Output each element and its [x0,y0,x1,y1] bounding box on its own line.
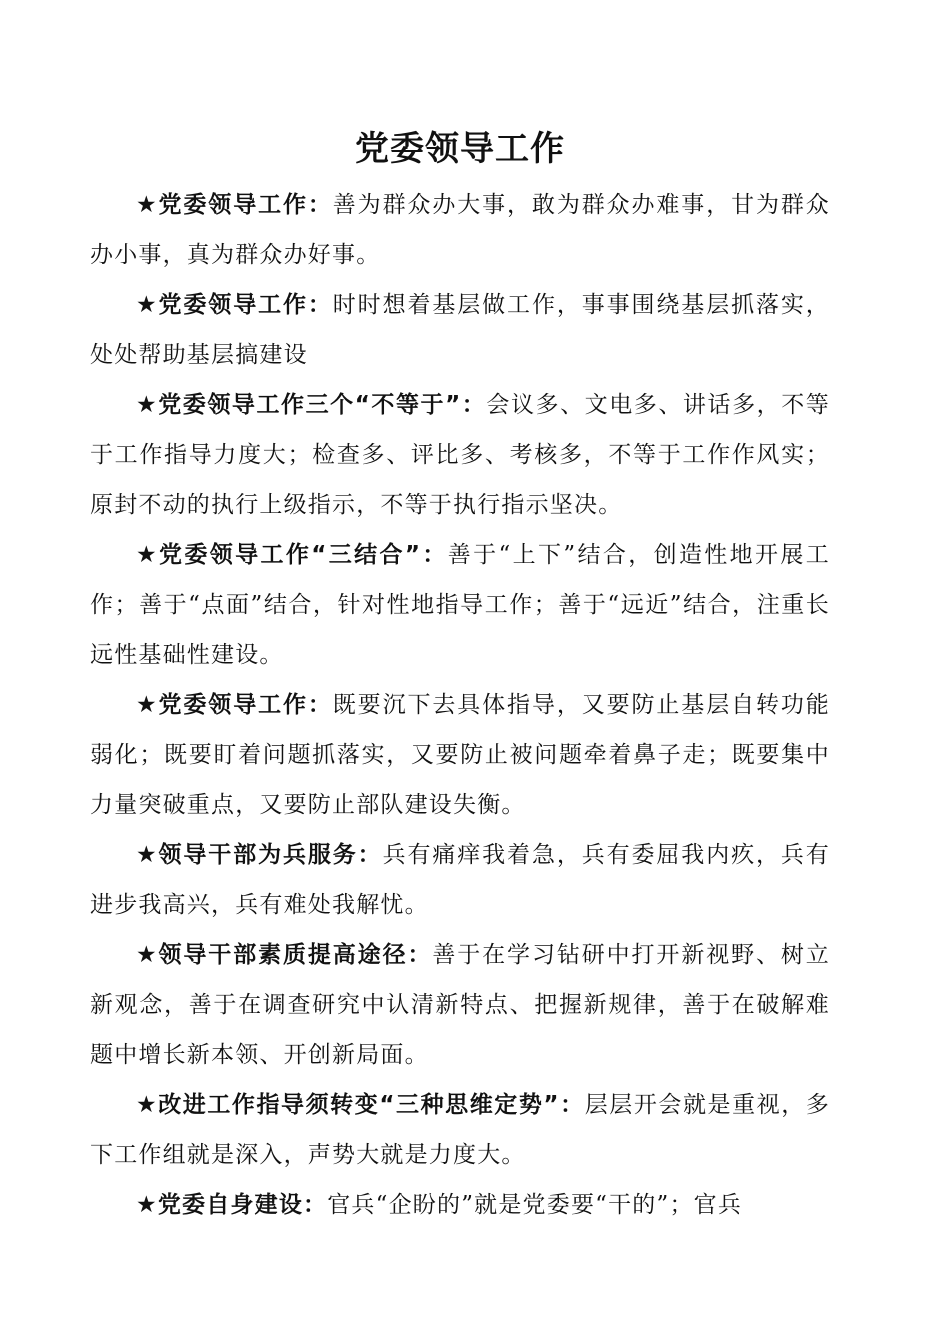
star-icon: ★ [136,1192,158,1218]
paragraph-body: 善于“上下”结合，创造性地开展工作；善于“点面”结合，针对性地指导工作；善于“远近”结合，注重长远性基础性建设。 [90,542,830,668]
paragraph-heading: 改进工作指导须转变“三种思维定势”： [158,1092,585,1118]
paragraph [90,1080,830,1180]
star-icon: ★ [136,542,159,568]
paragraph-body: 兵有痛痒我着急，兵有委屈我内疚，兵有进步我高兴，兵有难处我解忧。 [90,842,830,918]
star-icon: ★ [136,192,159,218]
star-icon: ★ [136,1092,159,1118]
paragraph-body: 时时想着基层做工作，事事围绕基层抓落实，处处帮助基层搞建设 [90,292,830,368]
paragraph-body: 既要沉下去具体指导，又要防止基层自转功能弱化；既要盯着问题抓落实，又要防止被问题牵着鼻子走；既要集中力量突破重点，又要防止部队建设失衡。 [90,692,830,818]
paragraph-body: 会议多、文电多、讲话多，不等于工作指导力度大；检查多、评比多、考核多，不等于工作作风实；原封不动的执行上级指示，不等于执行指示坚决。 [90,392,830,518]
document-title: 党委领导工作 [355,129,565,169]
document-page [90,118,830,1230]
paragraph [90,380,830,530]
star-icon: ★ [136,842,159,868]
paragraph-body: 官兵“企盼的”就是党委要“干的”；官兵 [327,1192,743,1218]
paragraph [90,180,830,280]
paragraph [90,930,830,1080]
star-icon: ★ [136,942,159,968]
paragraph [90,1180,830,1230]
paragraph-heading: 党委领导工作： [158,692,333,718]
paragraph-heading: 党委领导工作“三结合”： [159,542,448,568]
paragraph-body: 层层开会就是重视，多下工作组就是深入，声势大就是力度大。 [90,1092,831,1168]
star-icon: ★ [136,292,159,318]
paragraph-heading: 党委领导工作： [158,192,333,218]
star-icon: ★ [136,692,159,718]
paragraph [90,830,830,930]
paragraph [90,280,830,380]
star-icon: ★ [136,392,159,418]
paragraph [90,680,830,830]
paragraph-heading: 领导干部素质提高途径： [158,942,433,968]
paragraph-body: 善为群众办大事，敢为群众办难事，甘为群众办小事，真为群众办好事。 [90,192,830,268]
paragraph-list [90,180,830,1230]
paragraph [90,530,830,680]
paragraph-heading: 党委领导工作： [158,292,333,318]
paragraph-heading: 领导干部为兵服务： [158,842,383,868]
paragraph-body: 善于在学习钻研中打开新视野、树立新观念，善于在调查研究中认清新特点、把握新规律，善于在破解难题中增长新本领、开创新局面。 [90,942,831,1068]
paragraph-heading: 党委自身建设： [157,1192,328,1218]
paragraph-heading: 党委领导工作三个“不等于”： [158,392,487,418]
